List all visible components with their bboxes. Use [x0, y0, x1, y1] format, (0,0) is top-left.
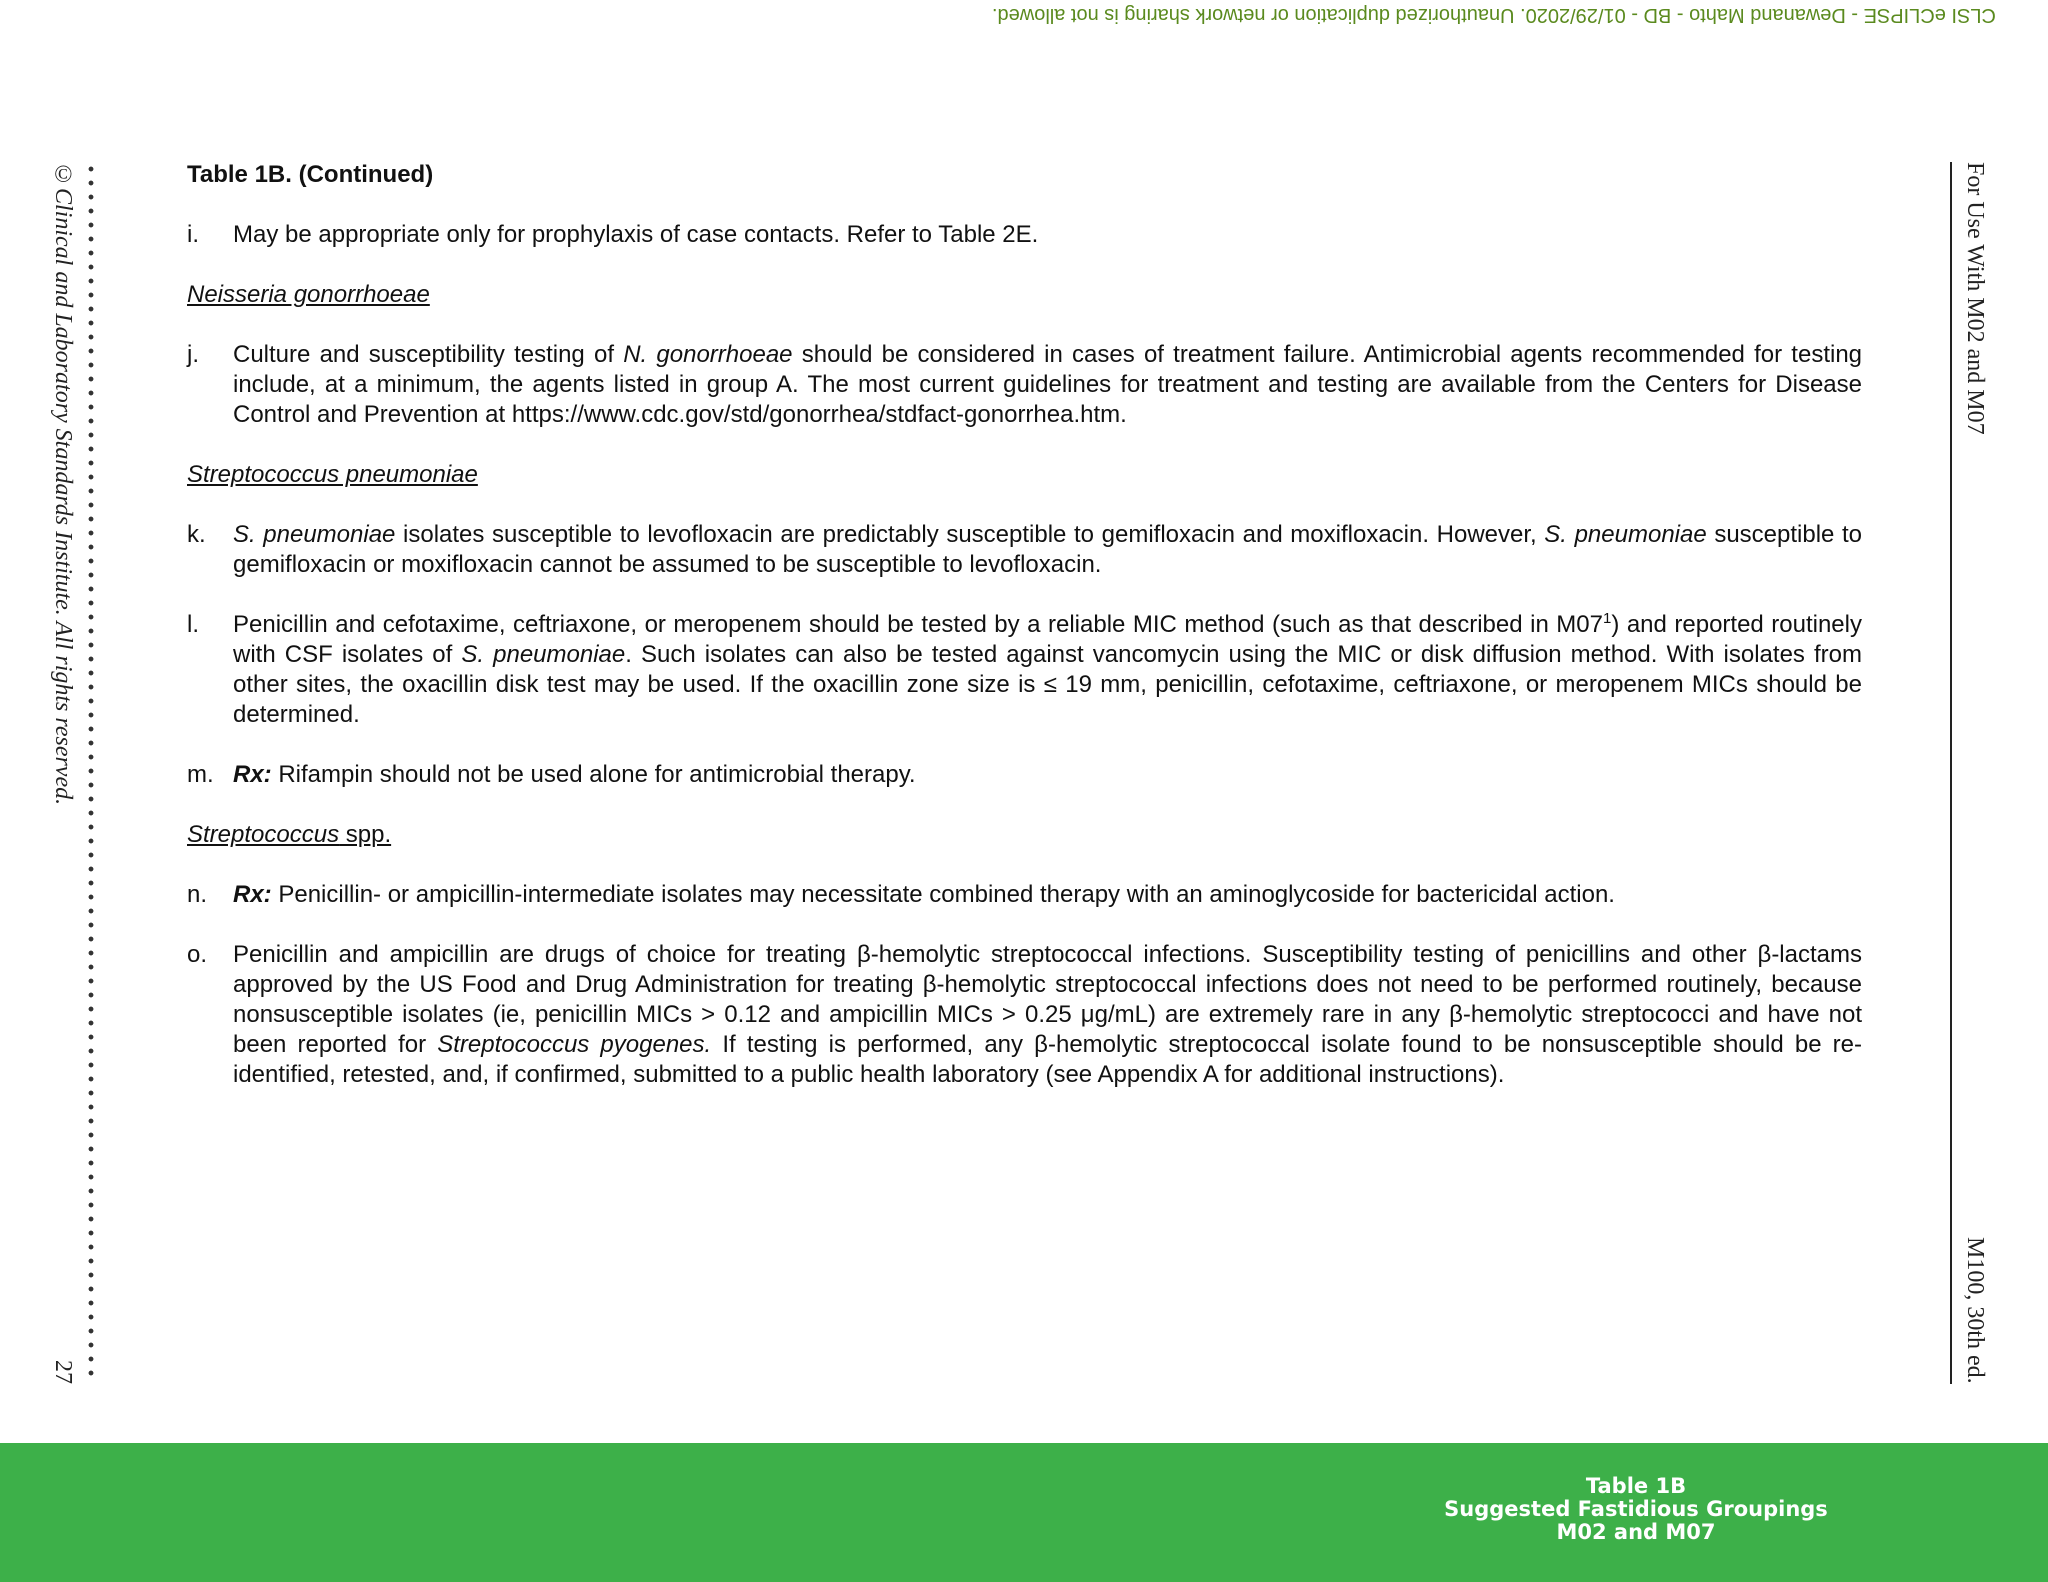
edition-label: M100, 30th ed.	[1962, 1237, 1988, 1384]
page-title: Table 1B. (Continued)	[187, 161, 434, 188]
footnote-marker: o.	[187, 941, 208, 968]
footnote-text: Penicillin and ampicillin are drugs of choice for treating β-hemolytic streptococcal infections. Susceptibility testing of penicillins and other β-lactams approved by the US Food and Drug Administration for treating β-hemolytic streptococcal infections does not need to be performed routinely, because nonsusceptible isolates (ie, penicillin MICs > 0.12 and ampicillin MICs > 0.25 μg/mL) are extremely rare in any β-hemolytic streptococci and have not been reported for Streptococcus pyogenes. If testing is performed, any β-hemolytic streptococcal isolate found to be nonsusceptible should be re-identified, retested, and, if confirmed, submitted to a public health laboratory (see Appendix A for additional instructions).	[233, 941, 1863, 1088]
footnote-k	[187, 520, 1862, 580]
footnote-text: Culture and susceptibility testing of N. gonorrhoeae should be considered in cases of treatment failure. Antimicrobial agents recommended for testing include, at a minimum, the agents listed in group A. The most current guidelines for treatment and testing are available from the Centers for Disease Control and Prevention at https://www.cdc.gov/std/gonorrhea/stdfact-gonorrhea.htm.	[233, 341, 1863, 428]
watermark-text: CLSI eCLIPSE - Dewanand Mahto - BD - 01/29/2020. Unauthorized duplication or network sharing is not allowed.	[992, 4, 1996, 26]
footnote-text: Penicillin and cefotaxime, ceftriaxone, or meropenem should be tested by a reliable MIC method (such as that described in $M07^1$) and reported routinely with CSF isolates of S. pneumoniae. Such isolates can also be tested against vancomycin using the MIC or disk diffusion method. With isolates from other sites, the oxacillin disk test may be used. If the oxacillin zone size is ≤ 19 mm, penicillin, cefotaxime, ceftriaxone, or meropenem MICs should be determined.	[233, 610, 1862, 728]
footer-band	[0, 1443, 2048, 1582]
footnote-o	[187, 940, 1862, 1090]
section-heading-pneumoniae: Streptococcus pneumoniae	[187, 461, 478, 488]
footnote-i	[187, 220, 1862, 250]
footer-band-line-1: Table 1B	[1585, 1474, 1687, 1498]
document-body	[187, 160, 1862, 1120]
footer-band-label	[1436, 1475, 1836, 1544]
right-rail	[1950, 162, 1988, 1384]
footnote-marker: i.	[187, 221, 199, 248]
footer-band-line-2: Suggested Fastidious Groupings	[1444, 1497, 1828, 1521]
footnote-j	[187, 340, 1862, 430]
footnote-m	[187, 760, 1862, 790]
dotted-divider	[86, 162, 96, 1384]
footnote-marker: m.	[187, 761, 214, 788]
copyright-notice: ©Clinical and Laboratory Standards Institute. All rights reserved.	[50, 162, 76, 806]
footer-band-line-3: M02 and M07	[1556, 1520, 1716, 1544]
footnote-marker: k.	[187, 521, 206, 548]
section-heading-gonorrhoeae: Neisseria gonorrhoeae	[187, 281, 430, 308]
footnote-marker: n.	[187, 881, 208, 908]
use-note: For Use With M02 and M07	[1962, 162, 1988, 435]
footnote-marker: j.	[187, 341, 199, 368]
footnote-text: Rx: Penicillin- or ampicillin-intermediate isolates may necessitate combined therapy with an aminoglycoside for bactericidal action.	[233, 881, 1615, 908]
footnote-l	[187, 610, 1862, 730]
footnote-text: May be appropriate only for prophylaxis of case contacts. Refer to Table 2E.	[233, 221, 1039, 248]
left-rail	[44, 162, 76, 1384]
page-number: 27	[50, 1360, 76, 1384]
footnote-text: Rx: Rifampin should not be used alone for antimicrobial therapy.	[233, 761, 916, 788]
footnote-text: S. pneumoniae isolates susceptible to levofloxacin are predictably susceptible to gemifloxacin and moxifloxacin. However, S. pneumoniae susceptible to gemifloxacin or moxifloxacin cannot be assumed to be susceptible to levofloxacin.	[233, 521, 1863, 578]
footnote-n	[187, 880, 1862, 910]
section-heading-streptococcus: Streptococcus spp.	[187, 821, 392, 848]
footnote-marker: l.	[187, 611, 199, 638]
